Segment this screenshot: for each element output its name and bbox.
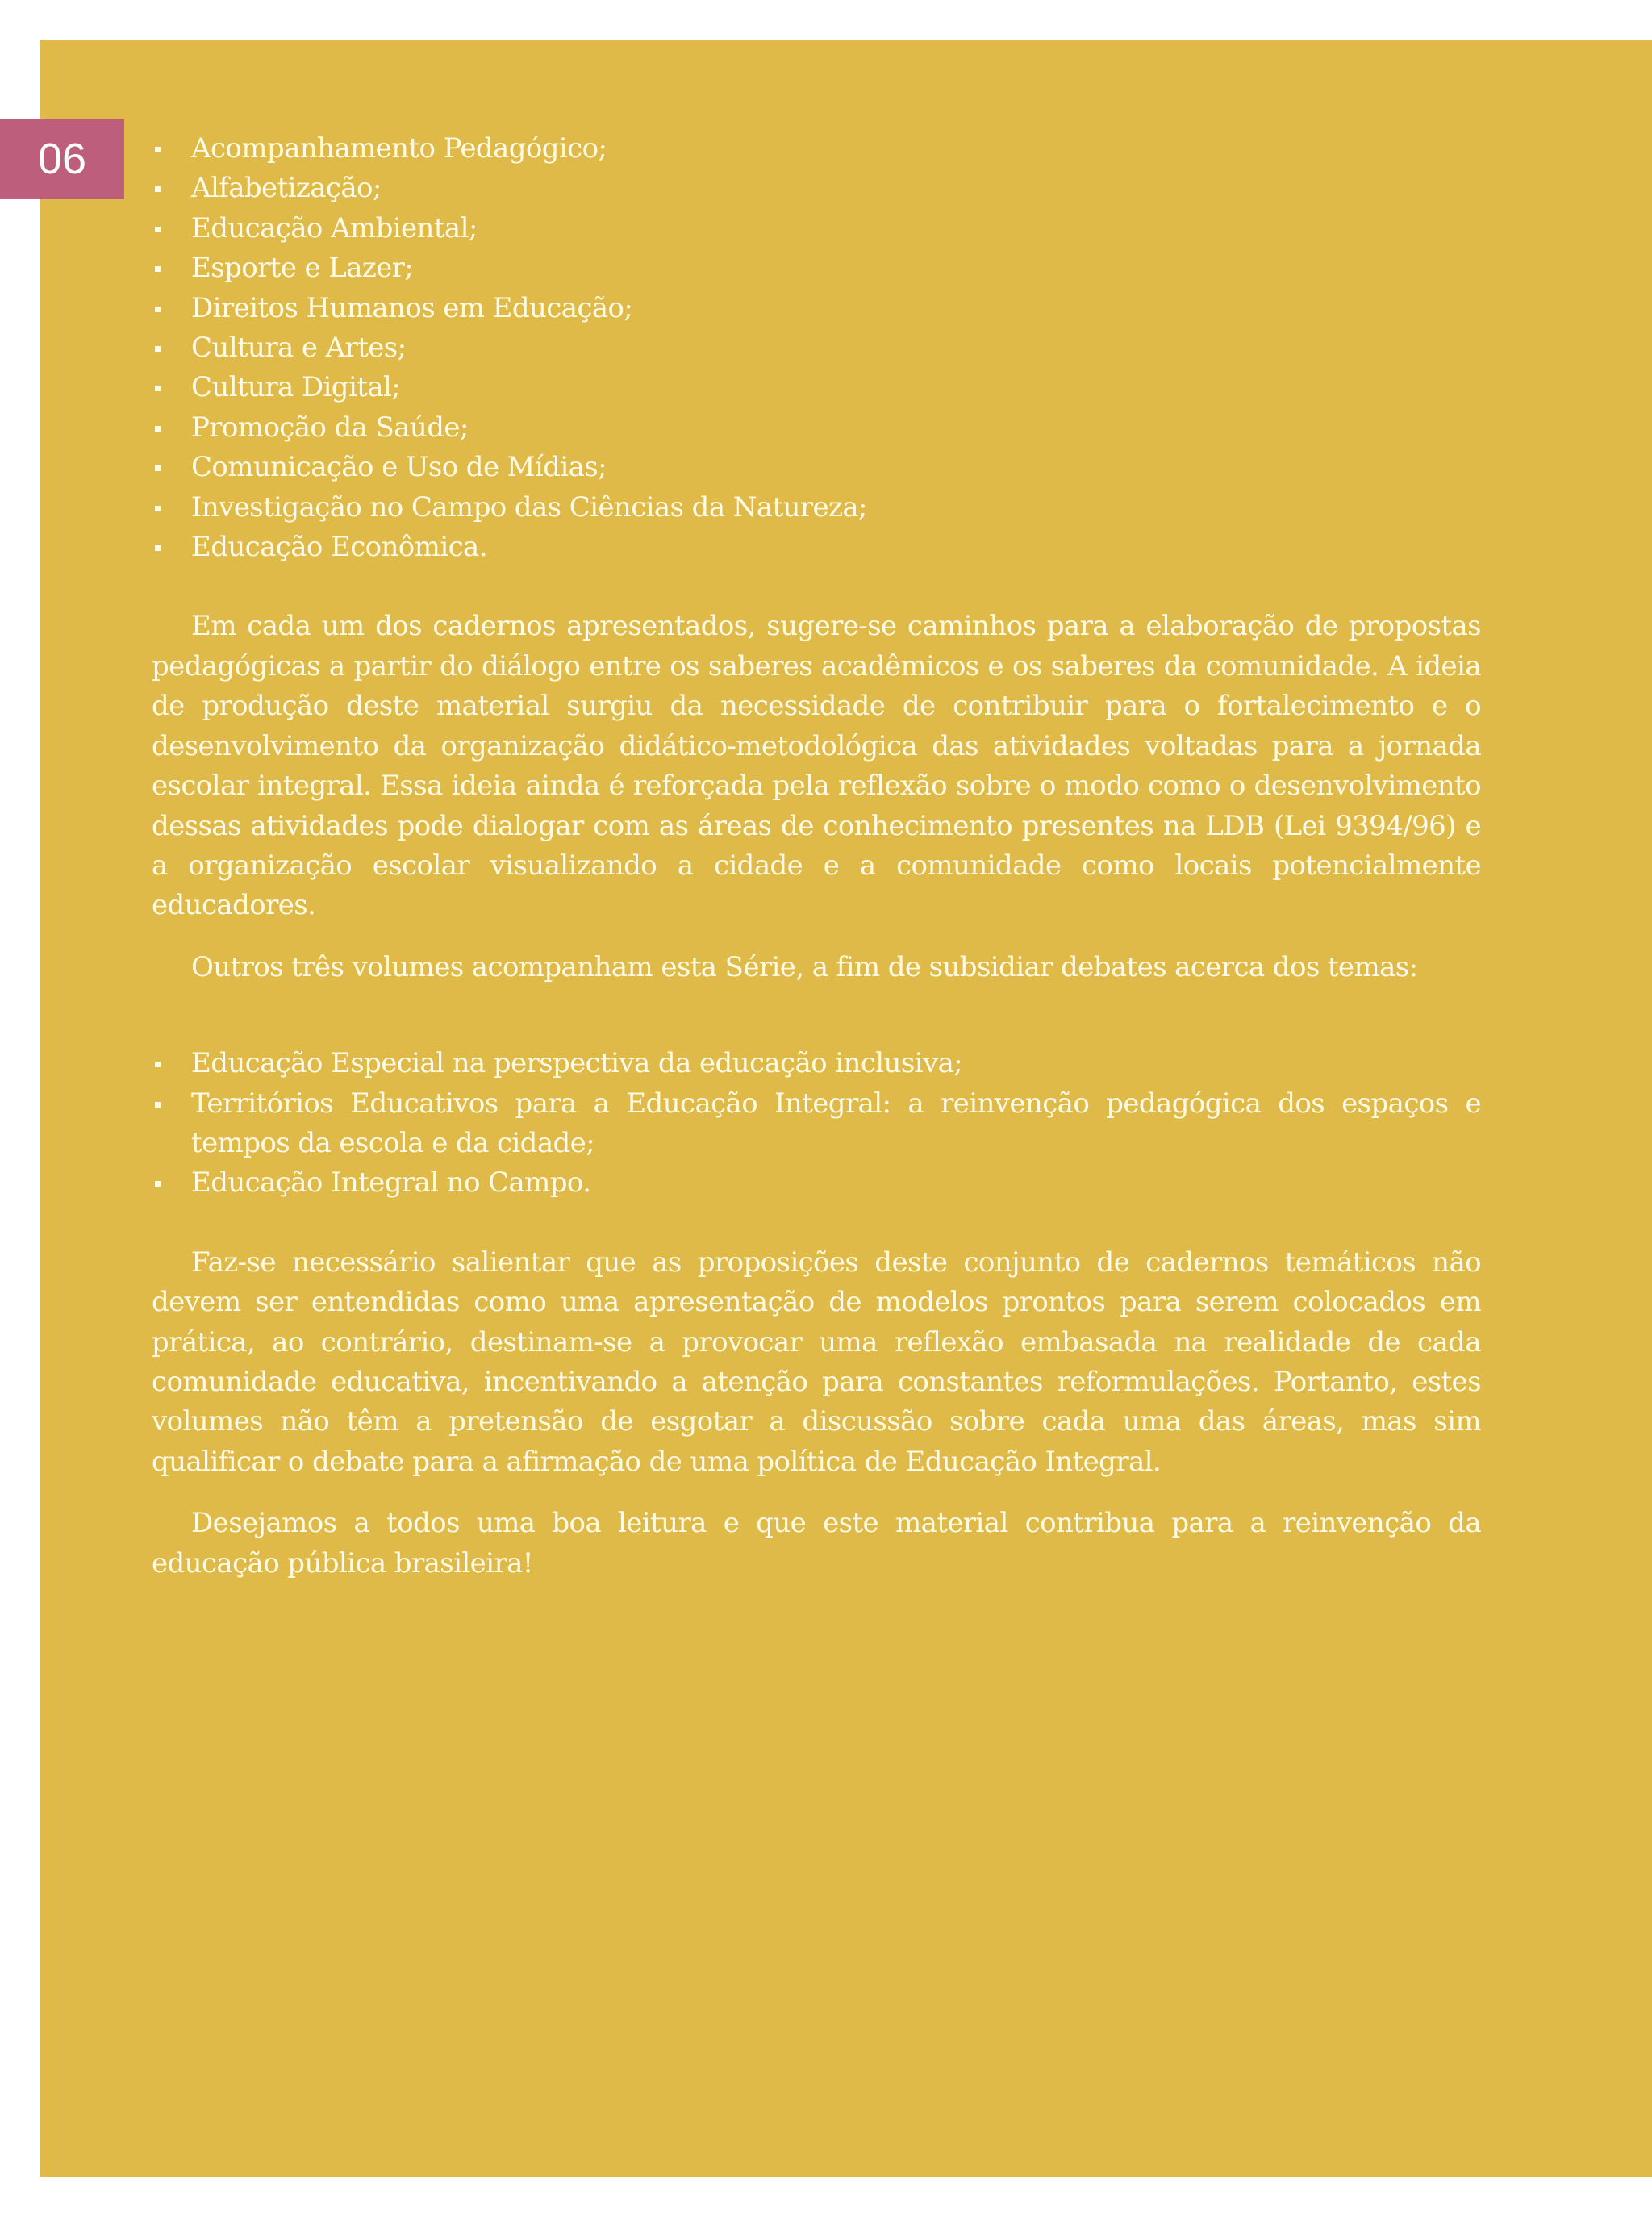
- list-item: [152, 528, 1481, 567]
- list-item: [152, 169, 1481, 208]
- list-item-text: Cultura e Artes;: [191, 332, 407, 365]
- bullet-icon: [155, 506, 161, 511]
- list-item: [152, 448, 1481, 487]
- list-item-text: Direitos Humanos em Educação;: [191, 291, 633, 324]
- list-item: [152, 368, 1481, 407]
- list-item-text: Esporte e Lazer;: [191, 252, 414, 285]
- spacer: [152, 1204, 1481, 1243]
- list-item-text: Promoção da Saúde;: [191, 411, 469, 444]
- list-item: [152, 1084, 1481, 1164]
- bullet-icon: [155, 1062, 161, 1067]
- list-item: [152, 248, 1481, 288]
- list-item-text: Educação Ambiental;: [191, 211, 478, 244]
- bullet-icon: [155, 346, 161, 352]
- bullet-icon: [155, 227, 161, 232]
- bullet-icon: [155, 465, 161, 471]
- volumes-list: [152, 1044, 1481, 1204]
- spacer: [152, 926, 1481, 948]
- list-item: [152, 488, 1481, 528]
- spacer: [152, 987, 1481, 1044]
- page-number-badge: 06: [0, 119, 124, 199]
- bullet-icon: [155, 1102, 161, 1108]
- bullet-icon: [155, 386, 161, 391]
- list-item-text: Territórios Educativos para a Educação Integral: a reinvenção pedagógica dos espaços e tempos da escola e da cidade;: [191, 1087, 1481, 1159]
- list-item-text: Educação Integral no Campo.: [191, 1166, 591, 1200]
- bullet-icon: [155, 1181, 161, 1187]
- list-item-text: Alfabetização;: [191, 172, 382, 205]
- list-item-text: Educação Econômica.: [191, 531, 487, 564]
- bullet-icon: [155, 545, 161, 551]
- paragraph-intro: Em cada um dos cadernos apresentados, sugere-se caminhos para a elaboração de propostas pedagógicas a partir do diálogo entre os saberes acadêmicos e os saberes da comunidade. A ideia de produção deste material surgiu da necessidade de contribuir para o fortalecimento e o desenvolvimento da organização didático-metodológica das atividades voltadas para a jornada escolar integral. Essa ideia ainda é reforçada pela reflexão sobre o modo como o desenvolvimento dessas atividades pode dialogar com as áreas de conhecimento presentes na LDB (Lei 9394/96) e a organização escolar visualizando a cidade e a comunidade como locais potencialmente educadores.: [152, 610, 1481, 922]
- list-item: [152, 289, 1481, 328]
- list-item: [152, 1044, 1481, 1083]
- list-item: [152, 328, 1481, 368]
- list-item: [152, 408, 1481, 448]
- list-item: [152, 1163, 1481, 1203]
- paragraph-proposals: Faz-se necessário salientar que as proposições deste conjunto de cadernos temáticos não devem ser entendidas como uma apresentação de modelos prontos para serem colocados em prática, ao contrário, destinam-se a provocar uma reflexão embasada na realidade de cada comunidade educativa, incentivando a atenção para constantes reformulações. Portanto, estes volumes não têm a pretensão de esgotar a discussão sobre cada uma das áreas, mas sim qualificar o debate para a afirmação de uma política de Educação Integral.: [152, 1246, 1481, 1478]
- bullet-icon: [155, 266, 161, 272]
- page-content: [152, 129, 1481, 1584]
- themes-list: [152, 129, 1481, 567]
- bullet-icon: [155, 186, 161, 192]
- list-item-text: Cultura Digital;: [191, 371, 401, 404]
- spacer: [152, 1482, 1481, 1504]
- list-item-text: Educação Especial na perspectiva da educação inclusiva;: [191, 1047, 963, 1080]
- list-item-text: Investigação no Campo das Ciências da Natureza;: [191, 490, 867, 524]
- paragraph-volumes: Outros três volumes acompanham esta Série, a fim de subsidiar debates acerca dos temas:: [191, 950, 1418, 983]
- list-item: [152, 209, 1481, 248]
- spacer: [152, 567, 1481, 607]
- list-item-text: Comunicação e Uso de Mídias;: [191, 451, 607, 484]
- list-item: [152, 129, 1481, 169]
- bullet-icon: [155, 147, 161, 152]
- list-item-text: Acompanhamento Pedagógico;: [191, 132, 607, 165]
- paragraph-closing: Desejamos a todos uma boa leitura e que este material contribua para a reinvenção da educação pública brasileira!: [152, 1507, 1481, 1580]
- bullet-icon: [155, 426, 161, 432]
- bullet-icon: [155, 307, 161, 312]
